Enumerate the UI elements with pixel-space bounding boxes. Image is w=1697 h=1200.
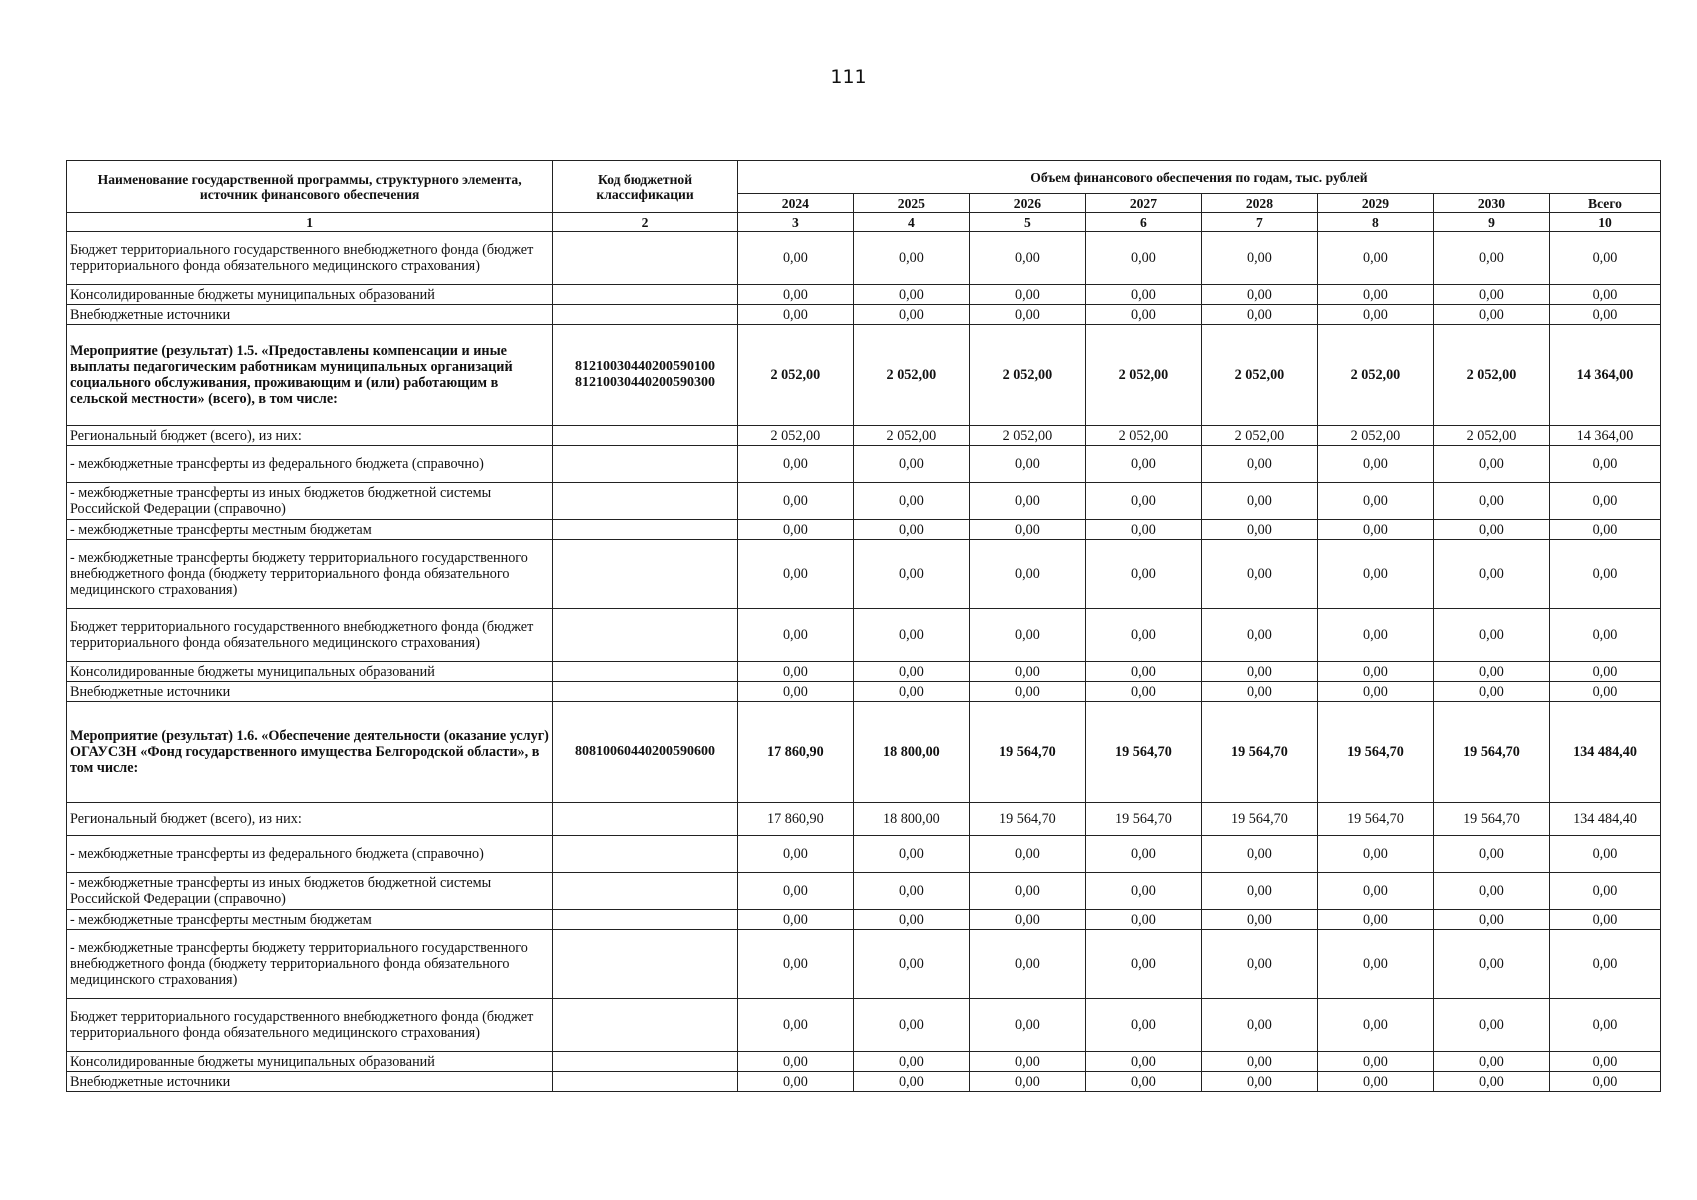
row-value-2030: 0,00 (1433, 910, 1549, 930)
row-budget-code (553, 426, 738, 446)
row-value-2026: 0,00 (969, 446, 1085, 483)
row-value-total: 0,00 (1549, 446, 1660, 483)
row-value-2029: 0,00 (1317, 930, 1433, 999)
row-name: Мероприятие (результат) 1.6. «Обеспечение деятельности (оказание услуг) ОГАУСЗН «Фонд государственного имущества Белгородской области», в том числе: (67, 702, 553, 803)
row-budget-code: 80810060440200590600 (553, 702, 738, 803)
row-name: Консолидированные бюджеты муниципальных образований (67, 662, 553, 682)
row-value-2026: 0,00 (969, 609, 1085, 662)
row-value-2025: 0,00 (853, 999, 969, 1052)
row-value-2028: 0,00 (1201, 999, 1317, 1052)
row-name: - межбюджетные трансферты из иных бюджетов бюджетной системы Российской Федерации (справочно) (67, 873, 553, 910)
row-value-2025: 0,00 (853, 682, 969, 702)
row-budget-code (553, 1052, 738, 1072)
row-value-2029: 0,00 (1317, 1072, 1433, 1092)
row-value-2029: 0,00 (1317, 836, 1433, 873)
row-budget-code (553, 483, 738, 520)
row-value-total: 14 364,00 (1549, 426, 1660, 446)
row-value-2026: 0,00 (969, 305, 1085, 325)
row-budget-code (553, 232, 738, 285)
row-value-2029: 0,00 (1317, 520, 1433, 540)
row-name: Бюджет территориального государственного внебюджетного фонда (бюджет территориального фонда обязательного медицинского страхования) (67, 609, 553, 662)
table-row (67, 285, 1661, 305)
row-value-2028: 0,00 (1201, 305, 1317, 325)
header-year-2026: 2026 (969, 194, 1085, 213)
row-name: - межбюджетные трансферты из федерального бюджета (справочно) (67, 836, 553, 873)
row-value-2030: 0,00 (1433, 873, 1549, 910)
row-value-2027: 0,00 (1085, 1052, 1201, 1072)
table-body (67, 232, 1661, 1092)
header-name-column: Наименование государственной программы, структурного элемента, источник финансового обеспечения (67, 161, 553, 213)
row-budget-code (553, 803, 738, 836)
column-number: 3 (737, 213, 853, 232)
row-value-2029: 0,00 (1317, 999, 1433, 1052)
table-row (67, 426, 1661, 446)
row-value-2028: 19 564,70 (1201, 803, 1317, 836)
table-row (67, 609, 1661, 662)
row-value-2024: 0,00 (737, 999, 853, 1052)
column-number: 1 (67, 213, 553, 232)
row-value-total: 0,00 (1549, 836, 1660, 873)
row-value-2028: 0,00 (1201, 836, 1317, 873)
financing-table (66, 160, 1661, 1092)
row-value-total: 0,00 (1549, 232, 1660, 285)
table-row (67, 873, 1661, 910)
row-value-2030: 0,00 (1433, 836, 1549, 873)
row-budget-code (553, 662, 738, 682)
header-column-numbers-row (67, 213, 1661, 232)
row-value-2028: 0,00 (1201, 609, 1317, 662)
row-name: - межбюджетные трансферты из иных бюджетов бюджетной системы Российской Федерации (справочно) (67, 483, 553, 520)
row-value-2029: 0,00 (1317, 305, 1433, 325)
table-row (67, 1052, 1661, 1072)
row-value-2025: 18 800,00 (853, 702, 969, 803)
row-value-total: 0,00 (1549, 540, 1660, 609)
table-row (67, 540, 1661, 609)
row-name: - межбюджетные трансферты из федерального бюджета (справочно) (67, 446, 553, 483)
row-value-2029: 0,00 (1317, 609, 1433, 662)
row-value-2029: 2 052,00 (1317, 325, 1433, 426)
row-value-2030: 0,00 (1433, 1072, 1549, 1092)
row-value-2030: 0,00 (1433, 999, 1549, 1052)
row-name: Мероприятие (результат) 1.5. «Предоставлены компенсации и иные выплаты педагогическим работникам муниципальных организаций социального обслуживания, проживающим и (или) работающим в сельской местности» (всего), в том числе: (67, 325, 553, 426)
row-value-total: 0,00 (1549, 609, 1660, 662)
row-budget-code (553, 285, 738, 305)
row-value-2027: 0,00 (1085, 540, 1201, 609)
row-value-2028: 0,00 (1201, 1052, 1317, 1072)
row-value-2029: 0,00 (1317, 910, 1433, 930)
row-value-total: 0,00 (1549, 305, 1660, 325)
row-value-2025: 0,00 (853, 232, 969, 285)
column-number: 10 (1549, 213, 1660, 232)
row-value-2025: 0,00 (853, 1072, 969, 1092)
row-value-2027: 0,00 (1085, 446, 1201, 483)
row-value-2024: 0,00 (737, 910, 853, 930)
row-value-2030: 0,00 (1433, 1052, 1549, 1072)
row-value-2028: 0,00 (1201, 446, 1317, 483)
header-volume-column: Объем финансового обеспечения по годам, тыс. рублей (737, 161, 1660, 194)
header-total: Всего (1549, 194, 1660, 213)
header-year-2028: 2028 (1201, 194, 1317, 213)
row-value-2024: 0,00 (737, 662, 853, 682)
row-value-2030: 0,00 (1433, 540, 1549, 609)
row-value-2027: 0,00 (1085, 662, 1201, 682)
row-value-2024: 0,00 (737, 609, 853, 662)
column-number: 2 (553, 213, 738, 232)
row-value-2024: 0,00 (737, 1052, 853, 1072)
row-value-total: 0,00 (1549, 930, 1660, 999)
row-value-2026: 0,00 (969, 682, 1085, 702)
table-row (67, 999, 1661, 1052)
row-value-2030: 19 564,70 (1433, 702, 1549, 803)
row-budget-code (553, 930, 738, 999)
row-value-2028: 0,00 (1201, 930, 1317, 999)
row-budget-code (553, 540, 738, 609)
row-value-2026: 0,00 (969, 1052, 1085, 1072)
row-value-2027: 0,00 (1085, 305, 1201, 325)
row-value-2026: 0,00 (969, 662, 1085, 682)
table-row (67, 836, 1661, 873)
row-value-2026: 19 564,70 (969, 803, 1085, 836)
row-value-2025: 0,00 (853, 930, 969, 999)
row-value-2025: 0,00 (853, 285, 969, 305)
row-value-2024: 0,00 (737, 682, 853, 702)
row-value-2027: 0,00 (1085, 836, 1201, 873)
row-value-2030: 0,00 (1433, 285, 1549, 305)
row-name: Консолидированные бюджеты муниципальных образований (67, 1052, 553, 1072)
row-value-2029: 0,00 (1317, 873, 1433, 910)
column-number: 4 (853, 213, 969, 232)
row-value-2028: 0,00 (1201, 232, 1317, 285)
row-value-total: 0,00 (1549, 1052, 1660, 1072)
row-budget-code (553, 999, 738, 1052)
row-budget-code: 81210030440200590100 81210030440200590300 (553, 325, 738, 426)
row-value-2024: 0,00 (737, 540, 853, 609)
row-value-2028: 0,00 (1201, 540, 1317, 609)
row-value-2025: 0,00 (853, 662, 969, 682)
row-value-2030: 0,00 (1433, 232, 1549, 285)
row-value-2025: 0,00 (853, 1052, 969, 1072)
row-budget-code (553, 873, 738, 910)
row-budget-code (553, 520, 738, 540)
row-value-2030: 0,00 (1433, 520, 1549, 540)
row-value-total: 14 364,00 (1549, 325, 1660, 426)
row-value-2024: 2 052,00 (737, 325, 853, 426)
row-value-2026: 0,00 (969, 285, 1085, 305)
row-value-2026: 0,00 (969, 999, 1085, 1052)
row-value-2024: 0,00 (737, 305, 853, 325)
row-value-2024: 0,00 (737, 446, 853, 483)
row-name: - межбюджетные трансферты бюджету территориального государственного внебюджетного фонда (бюджету территориального фонда обязательного медицинского страхования) (67, 930, 553, 999)
row-value-2030: 0,00 (1433, 930, 1549, 999)
row-value-2025: 0,00 (853, 836, 969, 873)
row-value-total: 134 484,40 (1549, 702, 1660, 803)
table-row (67, 520, 1661, 540)
row-name: Бюджет территориального государственного внебюджетного фонда (бюджет территориального фонда обязательного медицинского страхования) (67, 232, 553, 285)
row-value-2028: 0,00 (1201, 1072, 1317, 1092)
row-value-total: 134 484,40 (1549, 803, 1660, 836)
row-value-total: 0,00 (1549, 910, 1660, 930)
row-value-2028: 2 052,00 (1201, 426, 1317, 446)
row-name: Региональный бюджет (всего), из них: (67, 426, 553, 446)
header-year-2030: 2030 (1433, 194, 1549, 213)
row-value-2028: 0,00 (1201, 483, 1317, 520)
page-number: 111 (830, 66, 867, 88)
row-value-2024: 17 860,90 (737, 702, 853, 803)
header-year-2025: 2025 (853, 194, 969, 213)
row-value-2027: 0,00 (1085, 285, 1201, 305)
row-value-2027: 0,00 (1085, 999, 1201, 1052)
table-row (67, 325, 1661, 426)
row-value-2030: 2 052,00 (1433, 426, 1549, 446)
row-value-2026: 0,00 (969, 483, 1085, 520)
row-value-2030: 0,00 (1433, 609, 1549, 662)
column-number: 7 (1201, 213, 1317, 232)
row-value-2029: 0,00 (1317, 483, 1433, 520)
row-value-2030: 19 564,70 (1433, 803, 1549, 836)
row-value-total: 0,00 (1549, 662, 1660, 682)
row-value-total: 0,00 (1549, 873, 1660, 910)
row-value-2028: 2 052,00 (1201, 325, 1317, 426)
row-value-2024: 0,00 (737, 1072, 853, 1092)
row-value-2025: 2 052,00 (853, 426, 969, 446)
row-value-total: 0,00 (1549, 1072, 1660, 1092)
row-value-2026: 0,00 (969, 910, 1085, 930)
row-value-2026: 2 052,00 (969, 426, 1085, 446)
row-value-2030: 2 052,00 (1433, 325, 1549, 426)
row-value-2024: 17 860,90 (737, 803, 853, 836)
table-row (67, 930, 1661, 999)
row-value-2025: 18 800,00 (853, 803, 969, 836)
row-value-2029: 0,00 (1317, 446, 1433, 483)
row-value-2026: 0,00 (969, 1072, 1085, 1092)
row-value-2027: 19 564,70 (1085, 803, 1201, 836)
row-value-2024: 0,00 (737, 836, 853, 873)
row-value-2027: 2 052,00 (1085, 325, 1201, 426)
row-value-2027: 0,00 (1085, 910, 1201, 930)
row-value-2026: 19 564,70 (969, 702, 1085, 803)
row-value-2024: 0,00 (737, 873, 853, 910)
row-value-2028: 0,00 (1201, 682, 1317, 702)
table-row (67, 305, 1661, 325)
row-value-2028: 0,00 (1201, 520, 1317, 540)
row-value-2030: 0,00 (1433, 483, 1549, 520)
row-value-2027: 0,00 (1085, 873, 1201, 910)
table-row (67, 662, 1661, 682)
row-value-2025: 0,00 (853, 520, 969, 540)
row-value-2027: 0,00 (1085, 682, 1201, 702)
row-value-2025: 0,00 (853, 305, 969, 325)
row-value-2027: 0,00 (1085, 1072, 1201, 1092)
row-name: Бюджет территориального государственного внебюджетного фонда (бюджет территориального фонда обязательного медицинского страхования) (67, 999, 553, 1052)
row-name: - межбюджетные трансферты местным бюджетам (67, 910, 553, 930)
header-code-column: Код бюджетной классификации (553, 161, 738, 213)
column-number: 6 (1085, 213, 1201, 232)
row-value-total: 0,00 (1549, 682, 1660, 702)
row-value-total: 0,00 (1549, 999, 1660, 1052)
header-year-2024: 2024 (737, 194, 853, 213)
row-value-2028: 19 564,70 (1201, 702, 1317, 803)
row-name: - межбюджетные трансферты бюджету территориального государственного внебюджетного фонда (бюджету территориального фонда обязательного медицинского страхования) (67, 540, 553, 609)
row-value-2026: 0,00 (969, 540, 1085, 609)
row-name: Внебюджетные источники (67, 1072, 553, 1092)
row-value-total: 0,00 (1549, 285, 1660, 305)
row-value-2026: 0,00 (969, 930, 1085, 999)
row-value-2024: 0,00 (737, 232, 853, 285)
column-number: 5 (969, 213, 1085, 232)
row-value-2030: 0,00 (1433, 446, 1549, 483)
row-value-2027: 0,00 (1085, 609, 1201, 662)
row-value-2026: 2 052,00 (969, 325, 1085, 426)
row-value-2025: 0,00 (853, 910, 969, 930)
row-value-2029: 19 564,70 (1317, 803, 1433, 836)
row-value-2027: 0,00 (1085, 520, 1201, 540)
row-value-2027: 2 052,00 (1085, 426, 1201, 446)
row-value-2027: 0,00 (1085, 483, 1201, 520)
row-value-2027: 0,00 (1085, 930, 1201, 999)
row-value-2030: 0,00 (1433, 662, 1549, 682)
row-budget-code (553, 305, 738, 325)
table-row (67, 446, 1661, 483)
header-year-2027: 2027 (1085, 194, 1201, 213)
table-row (67, 803, 1661, 836)
row-value-2028: 0,00 (1201, 285, 1317, 305)
row-budget-code (553, 1072, 738, 1092)
table-row (67, 1072, 1661, 1092)
row-value-2027: 0,00 (1085, 232, 1201, 285)
table-row (67, 702, 1661, 803)
row-value-2026: 0,00 (969, 836, 1085, 873)
row-value-2024: 0,00 (737, 520, 853, 540)
row-value-2029: 0,00 (1317, 1052, 1433, 1072)
row-value-2029: 0,00 (1317, 285, 1433, 305)
row-value-2026: 0,00 (969, 232, 1085, 285)
row-budget-code (553, 446, 738, 483)
row-value-2028: 0,00 (1201, 873, 1317, 910)
row-name: Консолидированные бюджеты муниципальных образований (67, 285, 553, 305)
column-number: 9 (1433, 213, 1549, 232)
header-year-2029: 2029 (1317, 194, 1433, 213)
table-row (67, 682, 1661, 702)
row-value-2026: 0,00 (969, 520, 1085, 540)
column-number: 8 (1317, 213, 1433, 232)
row-value-2025: 2 052,00 (853, 325, 969, 426)
row-name: Внебюджетные источники (67, 305, 553, 325)
row-value-2024: 0,00 (737, 483, 853, 520)
row-value-2029: 0,00 (1317, 682, 1433, 702)
row-value-2029: 2 052,00 (1317, 426, 1433, 446)
row-budget-code (553, 609, 738, 662)
row-value-2029: 0,00 (1317, 662, 1433, 682)
row-value-2025: 0,00 (853, 446, 969, 483)
row-value-2029: 0,00 (1317, 232, 1433, 285)
row-value-2025: 0,00 (853, 609, 969, 662)
table-row (67, 910, 1661, 930)
row-value-total: 0,00 (1549, 520, 1660, 540)
row-value-2024: 0,00 (737, 930, 853, 999)
row-value-2024: 2 052,00 (737, 426, 853, 446)
row-value-2026: 0,00 (969, 873, 1085, 910)
row-value-2025: 0,00 (853, 483, 969, 520)
row-value-total: 0,00 (1549, 483, 1660, 520)
row-value-2024: 0,00 (737, 285, 853, 305)
row-value-2027: 19 564,70 (1085, 702, 1201, 803)
row-name: Внебюджетные источники (67, 682, 553, 702)
row-name: - межбюджетные трансферты местным бюджетам (67, 520, 553, 540)
row-value-2029: 19 564,70 (1317, 702, 1433, 803)
row-budget-code (553, 836, 738, 873)
row-value-2029: 0,00 (1317, 540, 1433, 609)
row-budget-code (553, 682, 738, 702)
row-budget-code (553, 910, 738, 930)
row-value-2025: 0,00 (853, 540, 969, 609)
row-value-2028: 0,00 (1201, 662, 1317, 682)
row-value-2030: 0,00 (1433, 305, 1549, 325)
row-value-2025: 0,00 (853, 873, 969, 910)
row-value-2030: 0,00 (1433, 682, 1549, 702)
row-value-2028: 0,00 (1201, 910, 1317, 930)
row-name: Региональный бюджет (всего), из них: (67, 803, 553, 836)
table-row (67, 483, 1661, 520)
table-row (67, 232, 1661, 285)
